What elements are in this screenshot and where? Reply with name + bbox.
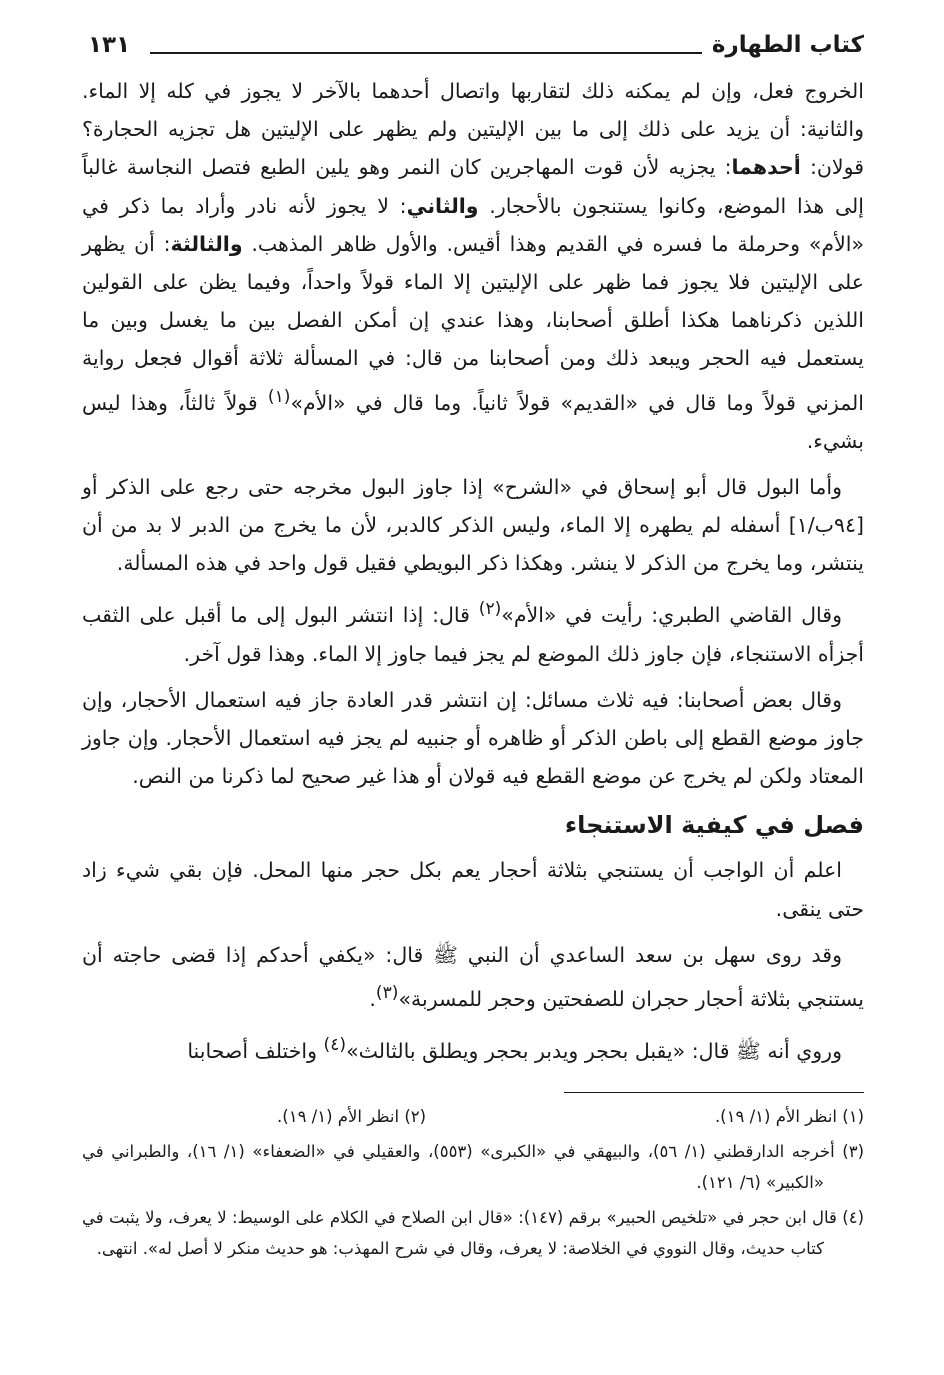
footnote-ref-2: (٢) (478, 599, 502, 620)
bold-term-third: والثالثة (170, 231, 243, 256)
footnote-ref-1: (١) (267, 386, 291, 407)
text-segment: وروي أنه ﷺ قال: «يقبل بحجر ويدبر بحجر ويطلق بالثالث» (346, 1038, 842, 1063)
text-segment: وقال بعض أصحابنا: فيه ثلاث مسائل: إن انتشر قدر العادة جاز فيه استعمال الأحجار، وإن جاوز موضع القطع إلى باطن الذكر أو ظاهره أو جنبيه لم يجز فيه استعمال الأحجار. وإن جاوز المعتاد ولكن لم يخرج عن موضع القطع فيه قولان أو هذا غير صحيح لما ذكرنا من النص. (82, 687, 864, 789)
section-paragraph-3 (82, 1026, 864, 1070)
paragraph-4 (82, 681, 864, 796)
running-header (82, 28, 864, 72)
main-text (82, 72, 864, 1070)
text-segment: قال: إذا انتشر البول إلى ما أقبل على الثقب أجزأه الاستنجاء، فإن جاوز ذلك الموضع لم يجز فيما جاوز إلا الماء. وهذا قول آخر. (82, 603, 864, 666)
text-segment: : لا يجوز لأنه نادر وأراد بما ذكر في «الأم» وحرملة ما فسره في القديم وهذا أقيس. والأول ظاهر المذهب. (82, 193, 864, 256)
text-segment: . (369, 986, 376, 1011)
text-segment: وقال القاضي الطبري: رأيت في «الأم» (501, 603, 842, 628)
header-rule (150, 52, 702, 54)
text-segment: واختلف أصحابنا (187, 1038, 324, 1063)
bold-term-first: أحدهما (731, 155, 801, 180)
footnotes (82, 1101, 864, 1264)
section-paragraph-1 (82, 851, 864, 927)
section-paragraph-2 (82, 936, 864, 1018)
text-segment: قولاً ثالثاً، وهذا ليس بشيء. (82, 390, 864, 453)
footnote-ref-3: (٣) (375, 982, 399, 1003)
text-segment: : يجزيه لأن قوت المهاجرين كان النمر وهو يلين الطبع فتصل النجاسة غالباً إلى هذا الموضع، وكانوا يستنجون بالأحجار. (82, 155, 865, 218)
text-segment: : أن يظهر على الإليتين فلا يجوز فما ظهر على الإليتين إلا الماء قولاً واحداً، وفيما يظن على القولين اللذين ذكرناهما هكذا أطلق أصحابنا، وهذا عندي إن أمكن الفصل بين ما يغسل وبين ما يستعمل فيه الحجر ويبعد ذلك ومن أصحابنا من قال: في المسألة ثلاثة أقوال فجعل رواية المزني قولاً وما قال في «القديم» قولاً ثانياً. وما قال في «الأم» (82, 231, 864, 415)
footnote-3: (٣) أخرجه الدارقطني (١/ ٥٦)، والبيهقي في «الكبرى» (٥٥٣)، والعقيلي في «الضعفاء» (١/ ١٦)، والطبراني في «الكبير» (٦/ ١٢١). (82, 1141, 864, 1192)
footnote-divider (564, 1092, 864, 1093)
bold-term-second: والثاني (406, 193, 479, 218)
footnote-2: (٢) انظر الأم (١/ ١٩). (277, 1106, 427, 1126)
text-segment: وقد روى سهل بن سعد الساعدي أن النبي ﷺ قال: «يكفي أحدكم إذا قضى حاجته أن يستنجي بثلاثة أحجار حجران للصفحتين وحجر للمسربة» (82, 942, 864, 1011)
section-heading: فصل في كيفية الاستنجاء (564, 811, 864, 840)
text-segment: الخروج فعل، وإن لم يمكنه ذلك لتقاربها واتصال أحدهما بالآخر لا يجوز في كله إلا الماء. والثانية: أن يزيد على ذلك إلى ما بين الإليتين ولم يظهر على الإليتين هل تجزيه الحجارة؟ قولان: (82, 79, 864, 180)
footnote-ref-4: (٤) (323, 1034, 347, 1055)
text-segment: وأما البول قال أبو إسحاق في «الشرح» إذا جاوز البول مخرجه حتى رجع على الذكر أو [٩٤ب/١] أسفله لم يطهره إلا الماء، وليس الذكر كالدبر، لأن ما يخرج من الدبر لا بد من أن ينتشر، وما يخرج من الذكر لا ينشر. وهكذا ذكر البويطي فقيل قول واحد في هذه المسألة. (82, 474, 864, 576)
footnote-row (82, 1101, 864, 1132)
footnote-1: (١) انظر الأم (١/ ١٩). (714, 1106, 864, 1126)
text-segment: اعلم أن الواجب أن يستنجي بثلاثة أحجار يعم بكل حجر منها المحل. فإن بقي شيء زاد حتى ينقى. (82, 858, 864, 921)
book-page (82, 28, 864, 1268)
footnote-4: (٤) قال ابن حجر في «تلخيص الحبير» برقم (١٤٧): «قال ابن الصلاح في الكلام على الوسيط: لا يعرف، ولا يثبت في كتاب حديث، وقال النووي في الخلاصة: لا يعرف، وقال في شرح المهذب: هو حديث منكر لا أصل له». انتهى. (82, 1207, 865, 1258)
paragraph-2 (82, 468, 864, 583)
paragraph-1 (82, 72, 864, 460)
paragraph-3 (82, 590, 864, 672)
book-title: كتاب الطهارة (711, 32, 864, 58)
page-number: ١٣١ (88, 32, 131, 58)
